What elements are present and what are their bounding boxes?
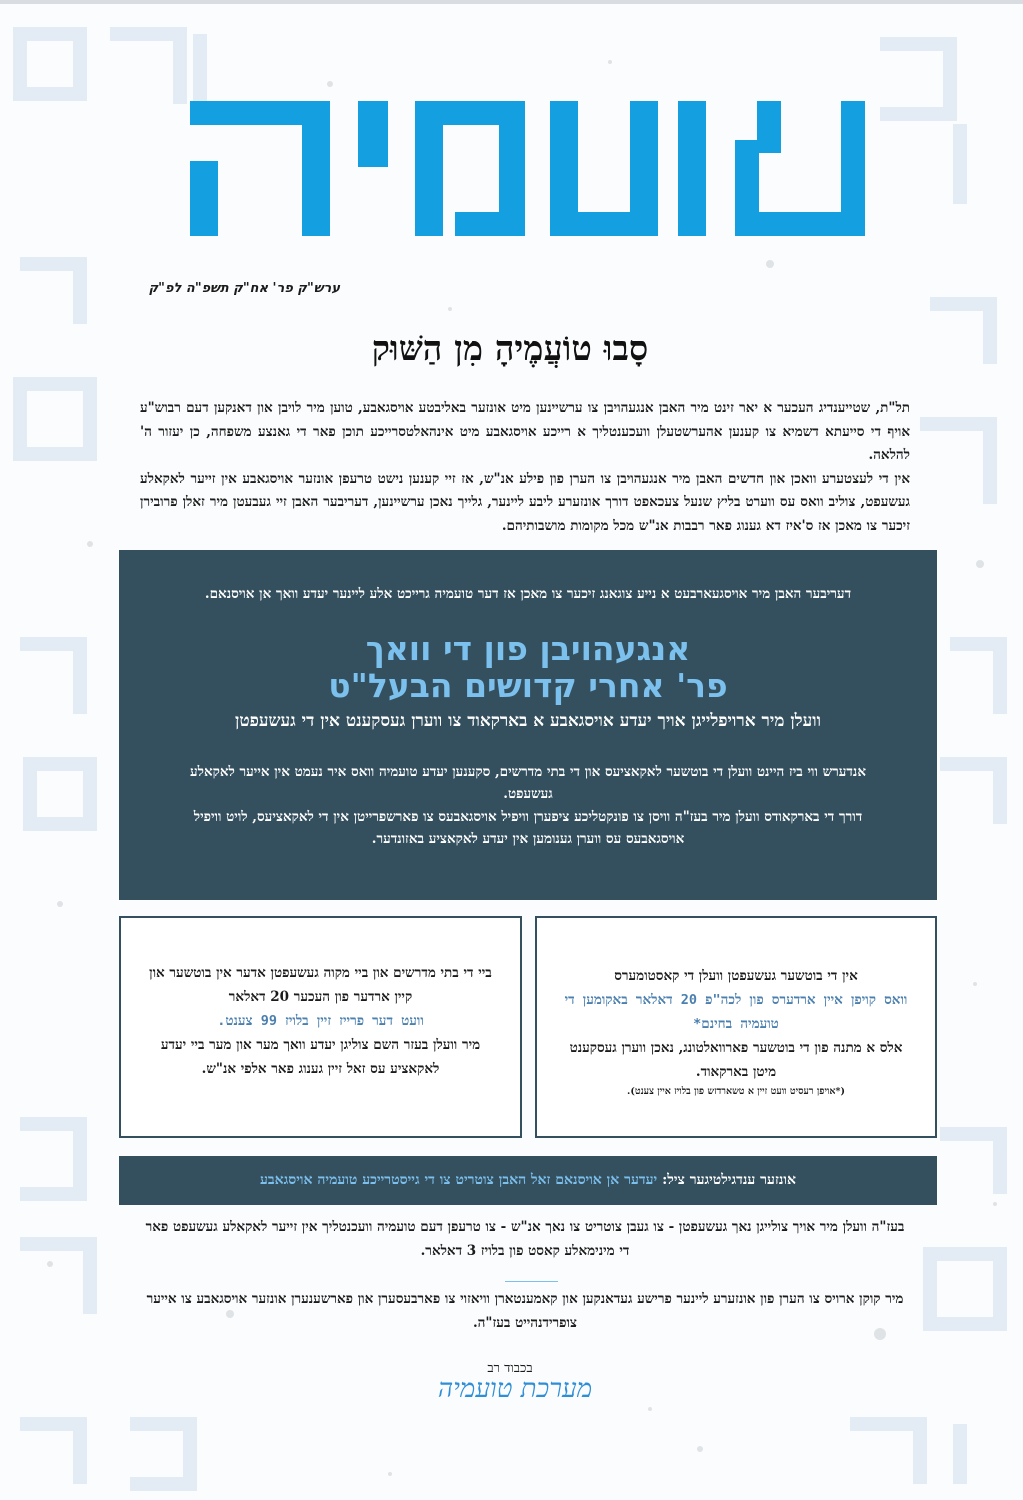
price-offer-line-2: מיר וועלן בעזר השם צוליגן יעדע וואך מער און מער ביי יעדע לאקאציע עס זאל זיין גענוג פאר אלפי אנ"ש. [160, 1037, 481, 1077]
goal-banner-text: יעדער אן אויסנאם זאל האבן צוטריט צו די גייסטרייכע טועמיה אויסגאבע [259, 1172, 658, 1188]
butcher-offer-highlight: וואס קויפן איין ארדערס פון לכה"פ 20 דאלאר באקומען די טועמיה בחינם* [564, 992, 908, 1032]
announcement-subtitle: וועלן מיר ארויפלייגן אויך יעדע אויסגאבע א בארקאוד צו ווערן געסקענט אין די געשעפטן [235, 711, 821, 731]
regards: בכבוד רב [487, 1361, 533, 1376]
divider [505, 1281, 558, 1282]
issue-date: ערש"ק פר' אח"ק תשפ"ה לפ"ק [148, 281, 340, 296]
butcher-offer-note: (*אויפן רעסיט וועט זיין א טשארדזש פון בלויז איין צענט). [627, 1086, 845, 1097]
intro-text [140, 397, 910, 538]
headline: סָבוּ טוֹעֲמֶיהָ מִן הַשּׁוּק [371, 329, 649, 369]
masthead-logo [190, 101, 865, 236]
announcement-title-line-1: אנגעהויבן פון די וואך [365, 629, 691, 668]
price-offer-card [119, 916, 522, 1138]
price-offer-highlight: וועט דער פרייז זיין בלויז 99 צענט. [217, 1013, 424, 1029]
announcement-title [139, 630, 917, 704]
closing-paragraph: בעז"ה וועלן מיר אויך צולייגן נאך געשעפטן - צו געבן צוטריט צו נאך אנ"ש - צו טרעפן דעם טועמיה וועכנטליך אין זייער לאקאלע געשעפט פאר די מינימאלע קאסט פון בלויז 3 דאלאר. [145, 1219, 905, 1259]
intro-paragraph-2: אין די לעצטערע וואכן און חדשים האבן מיר אנגעהויבן צו הערן פון פילע אנ"ש, אז זיי קענען נישט טרעפן אונזער אויסגאבע אין זייער לאקאלע געשעפט, צוליב וואס עס ווערט בליץ שנעל צעכאפט דורך אונזערע ליבע ליינער, גלייך נאכן ערשיינען, דעריבער האבן זיי געבעטן מיר זאלן פרובירן זיכער צו מאכן אז ס'איז דא גענוג פאר רבבות אנ"ש מכל מקומות מושבותיהם. [140, 470, 910, 534]
butcher-offer-card [535, 916, 937, 1138]
announcement-lead: דעריבער האבן מיר אויסגעארבעט א נייע צוגאנג זיכער צו מאכן אז דער טועמיה גרייכט אלע ליינער יעדע וואך אן אויסנאם. [204, 586, 852, 602]
closing-paragraph-2: מיר קוקן ארויס צו הערן פון אונזערע ליינער פרישע געדאנקען און קאמענטארן וויאזוי צו פארבעסערן און פארשענערן אונזער אויסגאבע צו אייער צופרידנהייט בעז"ה. [146, 1291, 904, 1331]
butcher-offer-line-1: אין די בוטשער געשעפטן וועלן די קאסטומערס [614, 968, 858, 984]
goal-banner-prefix: אונזער ענדגילטיגער ציל: [662, 1172, 797, 1188]
announcement-box [119, 550, 937, 900]
announcement-text-2: דורך די בארקאודס וועלן מיר בעז"ה וויסן צו פונקטליכע ציפערן וויפיל אויסגאבעס צו פארשפרייטן אין די לאקאציעס, לויט וויפיל אויסגאבעס עס ווערן גענומען אין יעדע לאקאציע באזונדער. [193, 809, 863, 847]
butcher-offer-line-2: אלס א מתנה פון די בוטשער פארוואלטונג, נאכן ווערן געסקענט מיטן בארקאוד. [569, 1040, 903, 1080]
announcement-text-1: אנדערש ווי ביז היינט וועלן די בוטשער לאקאציעס און די בתי מדרשים, סקענען יעדע טועמיה וואס איר נעמט אין אייער לאקאלע געשעפט. [189, 764, 866, 802]
announcement-title-line-2: פר' אחרי קדושים הבעל"ט [328, 666, 728, 705]
intro-paragraph-1: תל"ת, שטייענדיג העכער א יאר זינט מיר האבן אנגעהויבן צו ערשיינען מיט אונזער באליבטע אויסגאבע, טוען מיר לויבן און דאנקען דעם רבוש"ע אויף די סייעתא דשמיא צו קענען אהערשטעלן וועכענטליך א רייכע אויסגאבע מיט אינהאלטסרייכע תוכן פאר די גאנצע משפחה, כן יעזור ה' להלאה. [140, 400, 911, 463]
price-offer-line-1: ביי די בתי מדרשים און ביי מקוה געשעפטן אדער אין בוטשער און קיין ארדער פון העכער 20 דאלאר [149, 965, 492, 1005]
signature: מערכת טועמיה [437, 1374, 593, 1404]
goal-banner [119, 1156, 937, 1205]
